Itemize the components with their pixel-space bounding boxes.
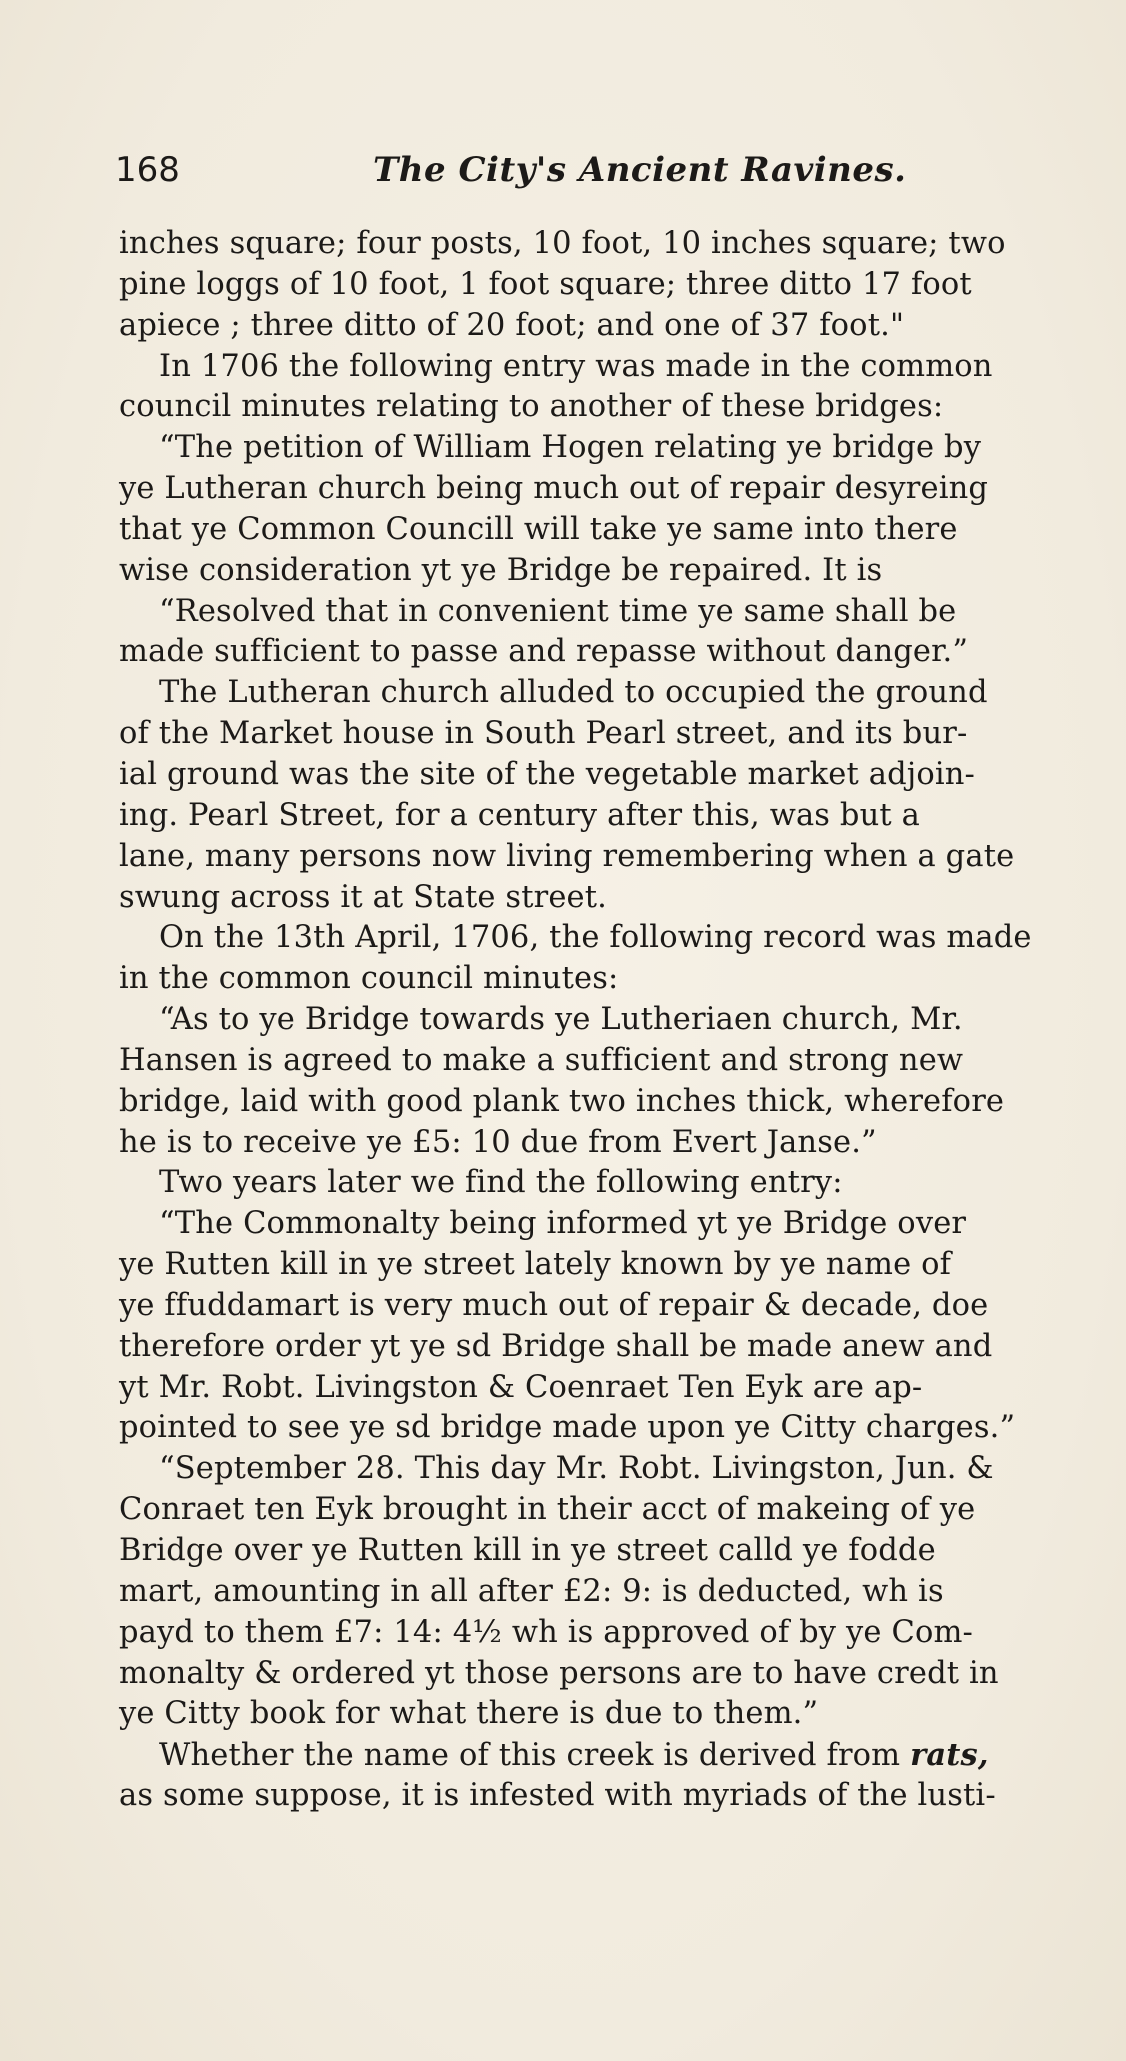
text-line-10: “Resolved that in convenient time ye same shall be: [159, 593, 957, 629]
text-line-32: Conraet ten Eyk brought in their acct of makeing of ye: [119, 1492, 976, 1528]
text-line-38-main: Whether the name of this creek is derived from: [159, 1738, 901, 1774]
text-line-29: yt Mr. Robt. Livingston & Coenraet Ten Eyk are ap-: [119, 1369, 923, 1405]
text-line-8: that ye Common Councill will take ye same into there: [119, 511, 958, 547]
text-line-28: therefore order yt ye sd Bridge shall be made anew and: [119, 1328, 993, 1364]
text-line-4: In 1706 the following entry was made in the common: [159, 348, 993, 384]
page-number: 168: [115, 150, 180, 190]
text-line-22: bridge, laid with good plank two inches thick, wherefore: [119, 1083, 1005, 1119]
text-line-31: “September 28. This day Mr. Robt. Livingston, Jun. &: [159, 1451, 994, 1487]
text-line-33: Bridge over ye Rutten kill in ye street calld ye fodde: [119, 1533, 936, 1568]
page-header: [115, 150, 985, 200]
text-line-38: [119, 1735, 1119, 1776]
text-line-30: pointed to see ye sd bridge made upon ye Citty charges.”: [119, 1410, 1016, 1446]
text-line-12: The Lutheran church alluded to occupied the ground: [159, 675, 988, 711]
text-line-1: inches square; four posts, 10 foot, 10 inches square; two: [119, 226, 1006, 261]
text-line-19: in the common council minutes:: [119, 961, 619, 997]
text-line-24: Two years later we find the following entry:: [159, 1165, 843, 1201]
text-line-25: “The Commonalty being informed yt ye Bridge over: [159, 1206, 967, 1242]
text-line-35: payd to them £7: 14: 4½ wh is approved of by ye Com-: [119, 1614, 973, 1650]
text-line-5: council minutes relating to another of these bridges:: [119, 389, 944, 425]
body-text: [119, 224, 1119, 1817]
text-line-6: “The petition of William Hogen relating ye bridge by: [159, 430, 982, 466]
text-line-37: ye Citty book for what there is due to them.”: [119, 1696, 819, 1732]
text-line-13: of the Market house in South Pearl street, and its bur-: [119, 716, 968, 752]
text-line-7: ye Lutheran church being much out of repair desyreing: [119, 471, 989, 507]
text-line-27: ye ffuddamart is very much out of repair & decade, doe: [119, 1287, 989, 1323]
text-line-26: ye Rutten kill in ye street lately known by ye name of: [119, 1247, 952, 1283]
text-line-39: as some suppose, it is infested with myriads of the lusti-: [119, 1778, 996, 1814]
text-line-34: mart, amounting in all after £2: 9: is deducted, wh is: [119, 1573, 944, 1609]
text-line-17: swung across it at State street.: [119, 879, 607, 915]
text-line-18: On the 13th April, 1706, the following record was made: [159, 920, 1032, 956]
running-title: The City's Ancient Ravines.: [373, 150, 907, 190]
text-line-20: “As to ye Bridge towards ye Lutheriaen church, Mr.: [159, 1002, 963, 1038]
emphasis-rats: rats,: [910, 1737, 989, 1774]
text-line-2: pine loggs of 10 foot, 1 foot square; three ditto 17 foot: [119, 266, 972, 302]
text-line-9: wise consideration yt ye Bridge be repaired. It is: [119, 552, 883, 588]
text-line-14: ial ground was the site of the vegetable market adjoin-: [119, 756, 976, 792]
text-line-36: monalty & ordered yt those persons are to have credt in: [119, 1655, 999, 1691]
text-line-3: apiece ; three ditto of 20 foot; and one of 37 foot.": [119, 307, 905, 343]
text-line-11: made sufficient to passe and repasse without danger.”: [119, 634, 969, 670]
text-line-16: lane, many persons now living remembering when a gate: [119, 838, 1015, 874]
text-line-23: he is to receive ye £5: 10 due from Evert Janse.”: [119, 1124, 877, 1160]
text-line-21: Hansen is agreed to make a sufficient and strong new: [119, 1042, 964, 1078]
text-line-15: ing. Pearl Street, for a century after this, was but a: [119, 797, 920, 833]
